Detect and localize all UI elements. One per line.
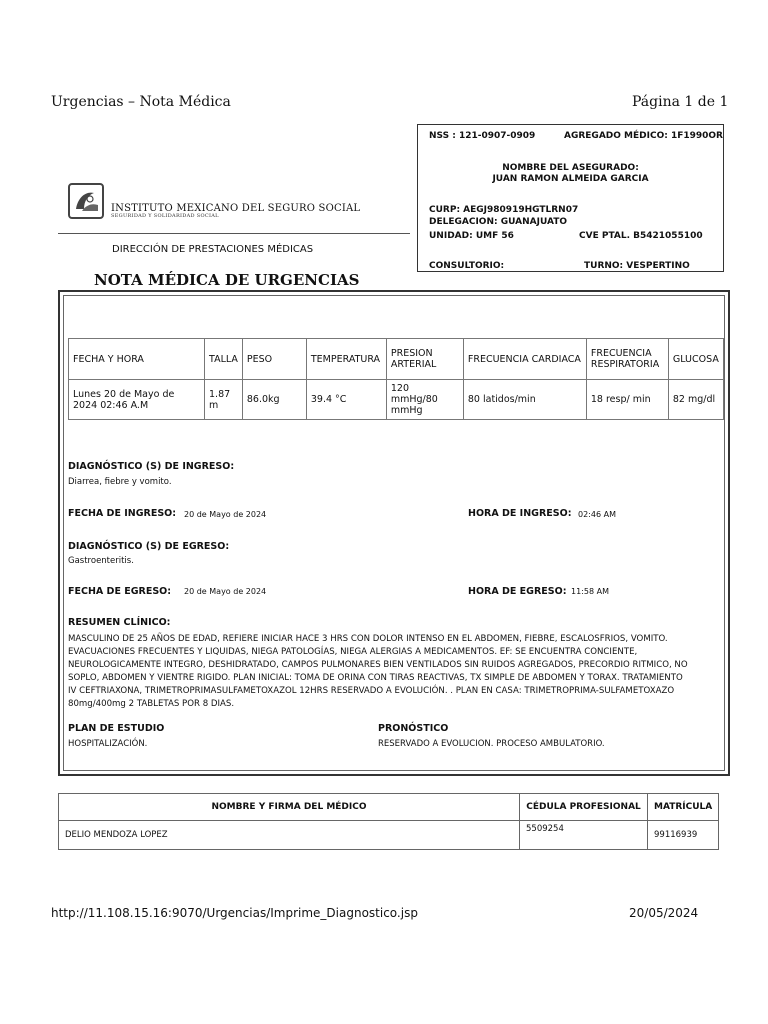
vitals-header-cell: TEMPERATURA — [306, 339, 386, 380]
resumen-clinico-label: RESUMEN CLÍNICO: — [68, 617, 171, 628]
footer-date: 20/05/2024 — [629, 906, 699, 920]
institution-name: INSTITUTO MEXICANO DEL SEGURO SOCIAL — [111, 203, 361, 214]
resumen-line: MASCULINO DE 25 AÑOS DE EDAD, REFIERE INICIAR HACE 3 HRS CON DOLOR INTENSO EN EL ABDOMEN, FIEBRE, ESCALOSFRIOS, VOMITO. — [68, 634, 668, 644]
fecha-egreso-label: FECHA DE EGRESO: — [68, 586, 172, 597]
document-title: NOTA MÉDICA DE URGENCIAS — [94, 271, 360, 289]
vitals-value-cell: 39.4 °C — [306, 380, 386, 420]
cve-ptal: CVE PTAL. B5421055100 — [579, 231, 703, 241]
vitals-header-cell: FECHA Y HORA — [69, 339, 205, 380]
hora-egreso-value: 11:58 AM — [571, 587, 609, 596]
page-header-title: Urgencias – Nota Médica — [51, 94, 231, 110]
vitals-header-cell: PESO — [242, 339, 306, 380]
diagnostico-ingreso-value: Diarrea, fiebre y vomito. — [68, 477, 172, 487]
resumen-clinico-text — [68, 633, 723, 711]
doctor-header-row — [59, 794, 719, 821]
matricula-header: MATRÍCULA — [648, 794, 719, 821]
vitals-value-cell: 86.0kg — [242, 380, 306, 420]
vitals-header-cell: PRESION ARTERIAL — [386, 339, 463, 380]
patient-info-box — [417, 124, 724, 272]
resumen-line: NEUROLOGICAMENTE INTEGRO, DESHIDRATADO, CAMPOS PULMONARES BIEN VENTILADOS SIN RUIDOS AGREGADOS, PRECORDIO RITMICO, NO — [68, 660, 688, 670]
hora-ingreso-value: 02:46 AM — [578, 510, 616, 519]
pronostico-value: RESERVADO A EVOLUCION. PROCESO AMBULATORIO. — [378, 739, 605, 749]
nss: NSS : 121-0907-0909 — [429, 131, 536, 141]
vitals-value-cell: 80 latidos/min — [463, 380, 586, 420]
fecha-ingreso-value: 20 de Mayo de 2024 — [184, 510, 267, 519]
delegacion: DELEGACION: GUANAJUATO — [429, 217, 568, 227]
vitals-value-cell: 82 mg/dl — [668, 380, 723, 420]
fecha-egreso-value: 20 de Mayo de 2024 — [184, 587, 267, 596]
resumen-line: 80mg/400mg 2 TABLETAS POR 8 DIAS. — [68, 699, 235, 709]
hora-ingreso-label: HORA DE INGRESO: — [468, 508, 572, 519]
cedula-value: 5509254 — [520, 821, 648, 850]
plan-estudio-label: PLAN DE ESTUDIO — [68, 723, 165, 734]
doctor-name-header: NOMBRE Y FIRMA DEL MÉDICO — [59, 794, 520, 821]
cedula-header: CÉDULA PROFESIONAL — [520, 794, 648, 821]
vitals-value-row — [69, 380, 724, 420]
unidad: UNIDAD: UMF 56 — [429, 231, 514, 241]
doctor-value-row — [59, 821, 719, 850]
agregado-medico: AGREGADO MÉDICO: 1F1990OR — [564, 131, 723, 141]
vitals-header-cell: GLUCOSA — [668, 339, 723, 380]
direction-label: DIRECCIÓN DE PRESTACIONES MÉDICAS — [112, 244, 314, 255]
patient-name: JUAN RAMON ALMEIDA GARCIA — [492, 174, 649, 184]
diagnostico-ingreso-label: DIAGNÓSTICO (S) DE INGRESO: — [68, 461, 235, 472]
vitals-value-cell: 18 resp/ min — [586, 380, 668, 420]
vitals-table — [68, 338, 724, 420]
institution-subtitle: SEGURIDAD Y SOLIDARIDAD SOCIAL — [111, 213, 219, 219]
curp: CURP: AEGJ980919HGTLRN07 — [429, 205, 579, 215]
resumen-line: EVACUACIONES FRECUENTES Y LIQUIDAS, NIEGA PATOLOGÍAS, NIEGA ALERGIAS A MEDICAMENTOS. EF: SE ENCUENTRA CONCIENTE, — [68, 647, 638, 657]
vitals-value-cell: Lunes 20 de Mayo de 2024 02:46 A.M — [69, 380, 205, 420]
resumen-line: IV CEFTRIAXONA, TRIMETROPRIMASULFAMETOXAZOL 12HRS RESERVADO A EVOLUCIÓN. . PLAN EN CASA: TRIMETROPRIMA-SULFAMETOXAZO — [68, 686, 675, 696]
hora-egreso-label: HORA DE EGRESO: — [468, 586, 567, 597]
turno: TURNO: VESPERTINO — [584, 261, 690, 271]
fecha-ingreso-label: FECHA DE INGRESO: — [68, 508, 177, 519]
matricula-value: 99116939 — [648, 821, 719, 850]
vitals-header-row — [69, 339, 724, 380]
diagnostico-egreso-value: Gastroenteritis. — [68, 556, 134, 566]
nombre-label: NOMBRE DEL ASEGURADO: — [502, 163, 639, 173]
consultorio: CONSULTORIO: — [429, 261, 505, 271]
footer-url: http://11.108.15.16:9070/Urgencias/Imprime_Diagnostico.jsp — [51, 906, 418, 920]
doctor-name: DELIO MENDOZA LOPEZ — [59, 821, 520, 850]
vitals-header-cell: TALLA — [205, 339, 243, 380]
vitals-value-cell: 120 mmHg/80 mmHg — [386, 380, 463, 420]
vitals-header-cell: FRECUENCIA CARDIACA — [463, 339, 586, 380]
imss-logo-icon — [68, 183, 104, 219]
doctor-table — [58, 793, 719, 850]
vitals-header-cell: FRECUENCIA RESPIRATORIA — [586, 339, 668, 380]
diagnostico-egreso-label: DIAGNÓSTICO (S) DE EGRESO: — [68, 541, 230, 552]
divider — [58, 233, 410, 234]
page-number: Página 1 de 1 — [632, 94, 729, 110]
resumen-line: SOPLO, ABDOMEN Y VIENTRE RIGIDO. PLAN INICIAL: TOMA DE ORINA CON TIRAS REACTIVAS, TX SIMPLE DE ABDOMEN Y TORAX. TRATAMIENTO — [68, 673, 683, 683]
vitals-value-cell: 1.87 m — [205, 380, 243, 420]
plan-estudio-value: HOSPITALIZACIÓN. — [68, 739, 148, 749]
pronostico-label: PRONÓSTICO — [378, 723, 449, 734]
